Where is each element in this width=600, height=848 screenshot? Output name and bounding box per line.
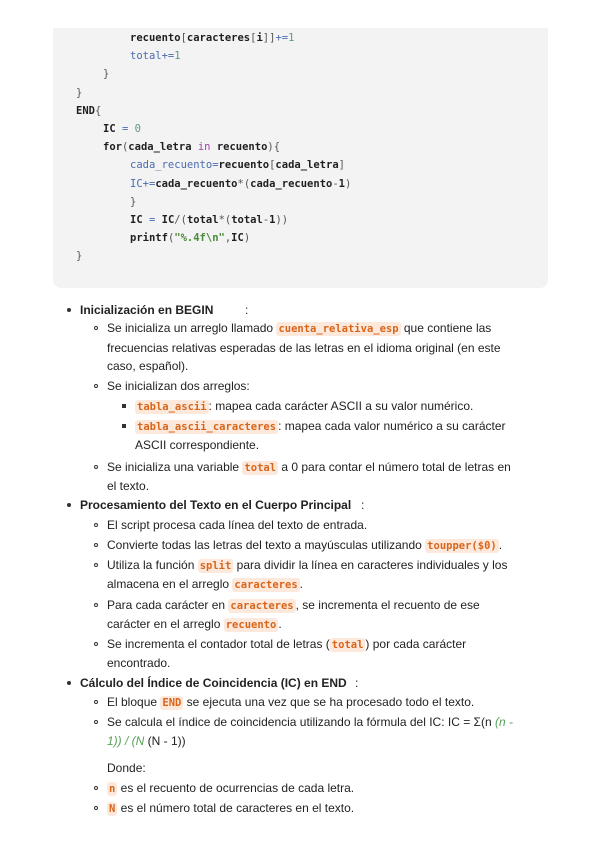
code-token: ]] <box>262 32 276 44</box>
code-token: 1 <box>269 214 276 226</box>
colon: : <box>355 676 359 690</box>
list-bullet <box>67 308 71 312</box>
code-block <box>53 28 548 288</box>
list-item: tabla_ascii_caracteres : mapea cada valor numérico a su carácter <box>137 419 506 433</box>
list-bullet <box>122 404 126 408</box>
code-line <box>130 211 288 229</box>
list-item-cont: frecuencias relativas esperadas de las letras en el idioma original (en este <box>107 341 501 355</box>
code-token: total <box>186 214 219 226</box>
code-token: cada_recuento <box>155 177 238 190</box>
code-token: { <box>94 104 102 117</box>
code-line <box>103 65 109 83</box>
code-token: } <box>76 86 83 99</box>
code-line <box>103 120 141 138</box>
list-item: tabla_ascii : mapea cada carácter ASCII a su valor numérico. <box>137 399 474 413</box>
code-line <box>130 193 136 211</box>
code-token: } <box>103 68 110 81</box>
code-token: = <box>212 159 219 172</box>
code-token: 0 <box>134 123 141 135</box>
code-token: = <box>148 214 156 226</box>
list-item-cont: caso, español). <box>107 359 189 373</box>
code-token: )) <box>275 214 289 226</box>
list-bullet <box>94 642 98 646</box>
code-token: ) <box>345 177 352 190</box>
list-bullet <box>94 720 98 724</box>
list-item: Se incrementa el contador total de letras ( total ) por cada carácter <box>107 637 467 651</box>
donde-label: Donde: <box>107 761 146 775</box>
code-token: END <box>76 104 95 117</box>
list-item: El bloque END se ejecuta una vez que se ha procesado todo el texto. <box>107 695 475 709</box>
code-line <box>130 175 351 193</box>
list-bullet <box>94 806 98 810</box>
section-title-main: Procesamiento del Texto en el Cuerpo Principal <box>80 498 352 512</box>
list-item-cont: 1)) / (N (N - 1)) <box>107 734 186 748</box>
code-token: printf <box>130 232 168 245</box>
code-token: recuento <box>216 141 268 154</box>
list-bullet <box>94 700 98 704</box>
list-item: Utiliza la función split para dividir la línea en caracteres individuales y los <box>107 558 508 572</box>
list-bullet <box>67 503 71 507</box>
list-item-cont: ASCII correspondiente. <box>135 438 260 452</box>
list-item-cont: el texto. <box>107 479 150 493</box>
code-token: 1 <box>338 177 345 190</box>
code-line <box>130 47 181 65</box>
list-item-cont: encontrado. <box>107 656 171 670</box>
code-token: IC <box>231 232 244 245</box>
list-bullet <box>94 384 98 388</box>
code-token: += <box>161 50 175 63</box>
code-token: IC <box>130 177 143 190</box>
code-line <box>76 84 82 102</box>
colon: : <box>361 498 365 512</box>
code-token: caracteres <box>186 32 251 44</box>
list-bullet <box>67 681 71 685</box>
code-token: recuento <box>218 159 270 172</box>
code-token: for <box>103 141 122 154</box>
list-bullet <box>122 424 126 428</box>
code-token: /( <box>174 214 187 226</box>
code-token: ( <box>121 141 129 154</box>
code-token: , <box>224 232 232 245</box>
list-item: Se calcula el índice de coincidencia utilizando la fórmula del IC: IC = Σ(n (n - <box>107 715 513 729</box>
code-token: total <box>130 50 162 63</box>
code-token: IC <box>161 214 175 226</box>
code-token: += <box>275 32 289 44</box>
code-token: i <box>256 32 263 44</box>
code-token: 1 <box>288 32 295 44</box>
code-token: - <box>332 177 339 190</box>
code-token: - <box>262 214 270 226</box>
list-bullet <box>94 465 98 469</box>
list-bullet <box>94 786 98 790</box>
list-bullet <box>94 563 98 567</box>
code-token: [ <box>269 159 276 172</box>
code-token: } <box>76 250 83 263</box>
list-item: Convierte todas las letras del texto a mayúsculas utilizando toupper($0) . <box>107 538 503 552</box>
code-token: ) <box>243 232 251 245</box>
code-token: "%.4f\n" <box>174 232 225 245</box>
code-token: += <box>142 177 156 190</box>
code-token: cada_recuento <box>250 177 333 190</box>
list-item: n es el recuento de ocurrencias de cada letra. <box>109 781 355 795</box>
code-line <box>103 138 280 156</box>
section-title-begin: Inicialización en BEGIN <box>80 303 214 317</box>
list-bullet <box>94 523 98 527</box>
code-token: IC <box>130 214 143 226</box>
code-token: in <box>197 141 211 154</box>
code-token: *( <box>218 214 232 226</box>
code-token: ] <box>338 159 345 172</box>
code-token: 1 <box>174 50 181 63</box>
list-bullet <box>94 603 98 607</box>
list-item: El script procesa cada línea del texto de entrada. <box>107 518 368 532</box>
code-token: cada_letra <box>275 159 339 172</box>
code-token: recuento <box>130 32 181 44</box>
section-title-end: Cálculo del Índice de Coincidencia (IC) en END <box>80 676 347 690</box>
code-line <box>76 247 82 265</box>
code-token: *( <box>237 177 251 190</box>
code-token: cada_letra <box>128 141 192 154</box>
code-token: ){ <box>267 141 281 154</box>
code-token: = <box>121 123 129 135</box>
colon: : <box>245 303 249 317</box>
code-token: total <box>231 214 263 226</box>
code-token: ( <box>167 232 175 245</box>
list-item-cont: carácter en el arreglo recuento . <box>107 617 282 631</box>
list-item: Se inicializa un arreglo llamado cuenta_relativa_esp que contiene las <box>107 321 492 335</box>
list-item: Se inicializa una variable total a 0 para contar el número total de letras en <box>107 460 511 474</box>
list-bullet <box>94 326 98 330</box>
list-item: N es el número total de caracteres en el texto. <box>109 801 355 815</box>
code-token: [ <box>250 32 257 44</box>
list-bullet <box>94 543 98 547</box>
code-line <box>130 229 250 247</box>
code-token: [ <box>180 32 187 44</box>
list-item-cont: almacena en el arreglo caracteres . <box>107 577 303 591</box>
code-line <box>130 29 294 47</box>
list-item: Se inicializan dos arreglos: <box>107 379 250 393</box>
code-token: cada_recuento <box>130 159 213 172</box>
code-token: IC <box>103 123 116 135</box>
code-line <box>76 102 101 120</box>
list-item: Para cada carácter en caracteres , se incrementa el recuento de ese <box>107 598 480 612</box>
code-token: } <box>130 195 137 208</box>
code-line <box>130 156 345 174</box>
